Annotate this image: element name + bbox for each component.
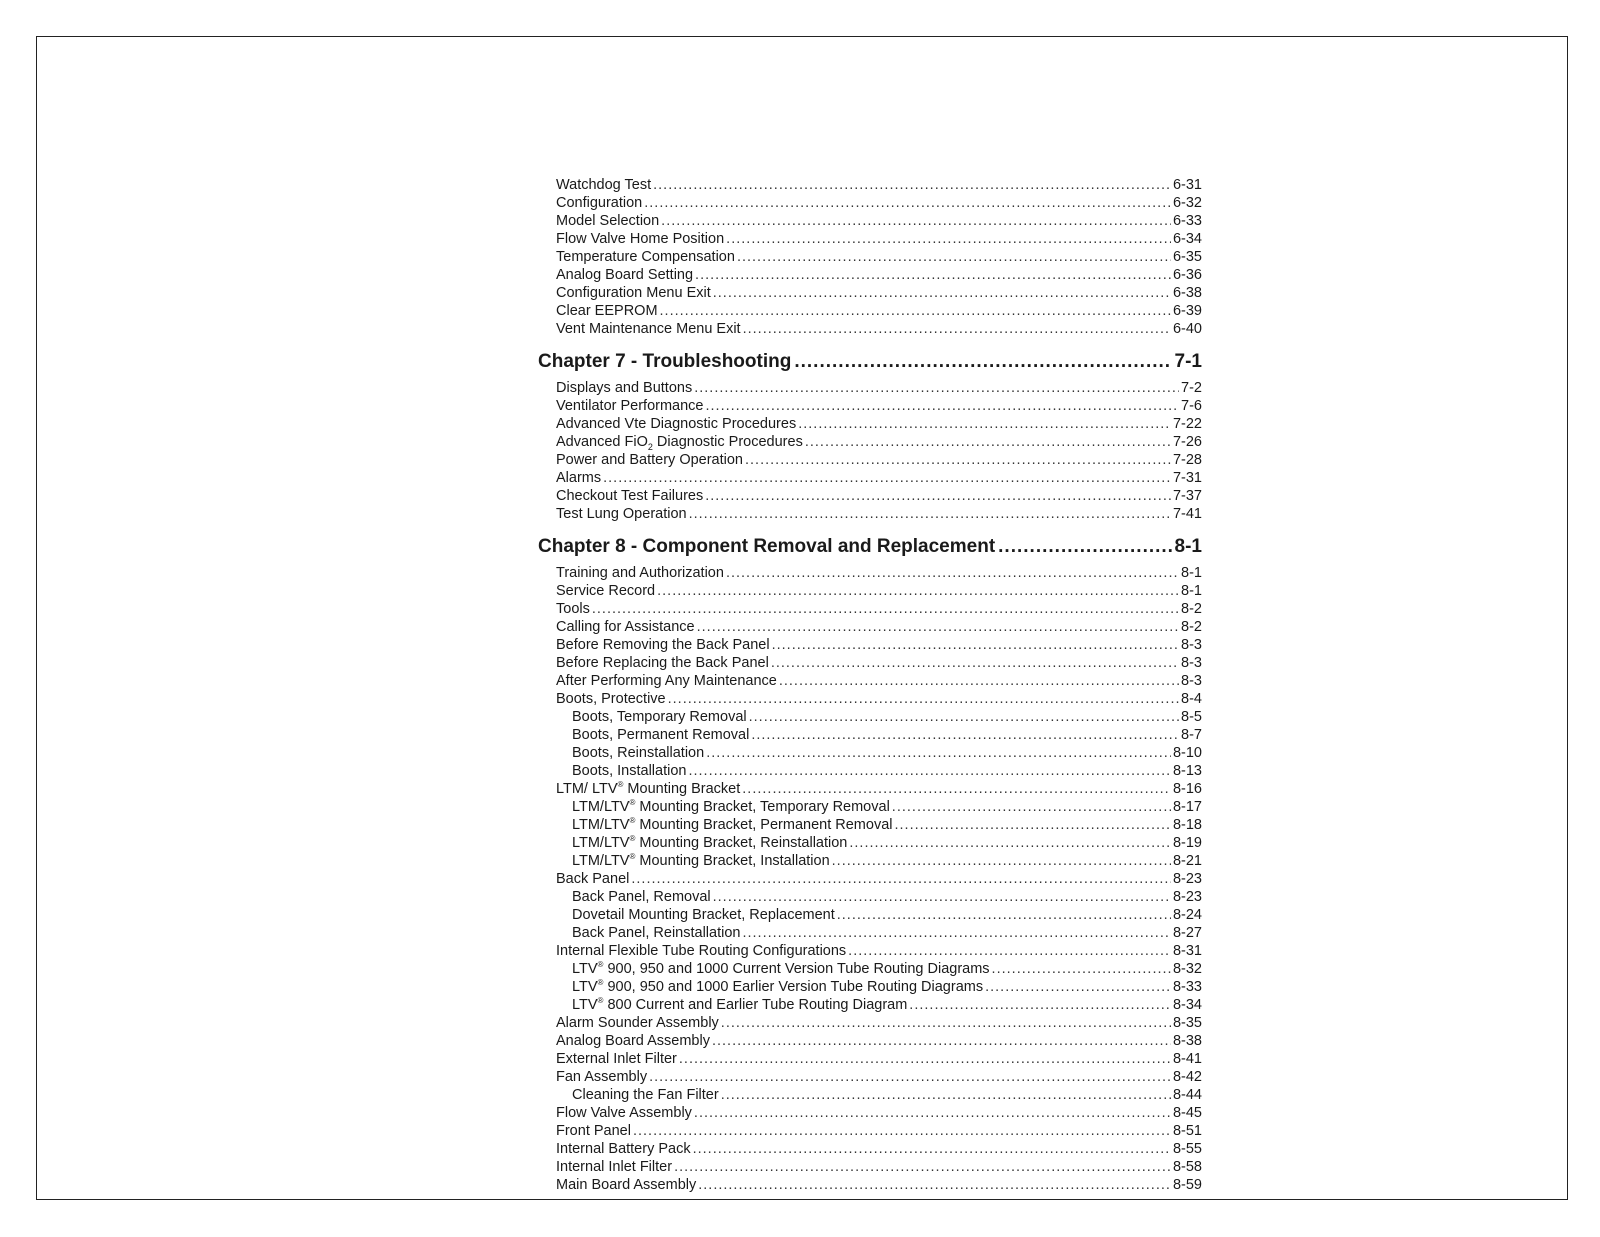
toc-entry-title: Clear EEPROM: [556, 303, 658, 319]
title-part: 900, 950 and 1000 Current Version Tube Routing Diagrams: [603, 961, 990, 977]
title-part: LTM/ LTV: [556, 781, 618, 797]
dot-leader: [689, 505, 1171, 523]
dot-leader: [985, 978, 1171, 996]
toc-entry-page: 6-36: [1172, 267, 1202, 283]
dot-leader: [649, 1068, 1171, 1086]
toc-entry-page: 8-42: [1172, 1069, 1202, 1085]
toc-entry[interactable]: [534, 618, 1202, 636]
dot-leader: [713, 888, 1171, 906]
dot-leader: [742, 780, 1171, 798]
toc-entry-page: 6-38: [1172, 285, 1202, 301]
toc-entry-page: 6-39: [1172, 303, 1202, 319]
toc-entry-title: Tools: [556, 601, 590, 617]
dot-leader: [661, 212, 1171, 230]
toc-entry-title: Test Lung Operation: [556, 506, 687, 522]
toc-entry-title: Front Panel: [556, 1123, 631, 1139]
dot-leader: [743, 320, 1171, 338]
toc-entry[interactable]: [534, 469, 1202, 487]
dot-leader: [737, 248, 1171, 266]
toc-entry-title: [556, 780, 740, 798]
title-part: 900, 950 and 1000 Earlier Version Tube Routing Diagrams: [603, 979, 984, 995]
toc-entry-page: 6-35: [1172, 249, 1202, 265]
dot-leader: [668, 690, 1179, 708]
chapter-heading[interactable]: [534, 350, 1202, 374]
chapter-page: 7-1: [1174, 351, 1202, 372]
toc-entry-page: 8-2: [1181, 601, 1202, 617]
dot-leader: [798, 415, 1171, 433]
toc-entry[interactable]: [534, 302, 1202, 320]
title-part: Mounting Bracket, Installation: [635, 853, 830, 869]
toc-entry[interactable]: [534, 636, 1202, 654]
dot-leader: [721, 1086, 1171, 1104]
toc-subentry[interactable]: [534, 924, 1202, 942]
toc-entry-title: Displays and Buttons: [556, 380, 693, 396]
dot-leader: [688, 762, 1171, 780]
dot-leader: [693, 1140, 1171, 1158]
toc-entry-title: [572, 852, 830, 870]
dot-leader: [805, 433, 1171, 451]
toc-entry[interactable]: [534, 1050, 1202, 1068]
toc-entry-page: 8-59: [1172, 1177, 1202, 1193]
toc-entry-page: 8-13: [1172, 763, 1202, 779]
toc-entry-page: 7-22: [1172, 416, 1202, 432]
toc-entry-page: 8-1: [1181, 583, 1202, 599]
toc-entry-page: 8-3: [1181, 655, 1202, 671]
toc-entry[interactable]: [534, 870, 1202, 888]
title-part: LTM/LTV: [572, 853, 630, 869]
toc-entry-title: Boots, Permanent Removal: [572, 727, 750, 743]
dot-leader: [992, 960, 1171, 978]
dot-leader: [751, 726, 1179, 744]
dot-leader: [705, 487, 1171, 505]
dot-leader: [832, 852, 1171, 870]
dot-leader: [633, 1122, 1171, 1140]
toc-entry[interactable]: [534, 690, 1202, 708]
toc-entry[interactable]: [534, 212, 1202, 230]
toc-entry-page: 8-4: [1181, 691, 1202, 707]
toc-entry-page: 6-34: [1172, 231, 1202, 247]
dot-leader: [644, 194, 1171, 212]
toc-entry[interactable]: [534, 1068, 1202, 1086]
toc-entry-title: [572, 960, 990, 978]
toc-subentry[interactable]: [534, 834, 1202, 852]
toc-entry-title: Internal Battery Pack: [556, 1141, 691, 1157]
toc-entry-page: 8-19: [1172, 835, 1202, 851]
subscript: 2: [647, 441, 653, 451]
dot-leader: [697, 618, 1179, 636]
dot-leader: [726, 230, 1171, 248]
toc-entry-page: 8-5: [1181, 709, 1202, 725]
toc-entry-page: 7-26: [1172, 434, 1202, 450]
dot-leader: [679, 1050, 1171, 1068]
title-part: LTV: [572, 979, 598, 995]
toc-entry-title: Configuration: [556, 195, 643, 211]
dot-leader: [726, 564, 1179, 582]
toc-entry-title: [572, 816, 892, 834]
toc-entry-title: [572, 798, 890, 816]
dot-leader: [794, 350, 1171, 374]
toc-subentry[interactable]: [534, 798, 1202, 816]
dot-leader: [712, 1032, 1171, 1050]
toc-entry-title: After Performing Any Maintenance: [556, 673, 777, 689]
toc-entry[interactable]: [534, 415, 1202, 433]
toc-entry-title: Main Board Assembly: [556, 1177, 697, 1193]
toc-entry-title: Temperature Compensation: [556, 249, 735, 265]
toc-entry-title: Boots, Temporary Removal: [572, 709, 747, 725]
toc-entry-title: Model Selection: [556, 213, 660, 229]
toc-entry-title: Ventilator Performance: [556, 398, 704, 414]
toc-entry[interactable]: [534, 654, 1202, 672]
toc-subentry[interactable]: [534, 726, 1202, 744]
title-part: LTV: [572, 961, 598, 977]
title-part: Advanced FiO: [556, 434, 648, 450]
toc-entry-page: 8-58: [1172, 1159, 1202, 1175]
toc-entry-page: 8-1: [1181, 565, 1202, 581]
dot-leader: [592, 600, 1179, 618]
dot-leader: [694, 1104, 1171, 1122]
chapter7-entries: [534, 379, 1202, 523]
toc-entry-page: 8-3: [1181, 673, 1202, 689]
toc-entry-title: Service Record: [556, 583, 656, 599]
toc-subentry[interactable]: [534, 978, 1202, 996]
dot-leader: [657, 582, 1179, 600]
chapter-title: Chapter 8 - Component Removal and Replacement: [538, 536, 996, 557]
toc-entry-title: Boots, Reinstallation: [572, 745, 705, 761]
toc-entry-page: 6-33: [1172, 213, 1202, 229]
title-part: Mounting Bracket, Temporary Removal: [635, 799, 890, 815]
toc-entry[interactable]: [534, 1140, 1202, 1158]
toc-entry[interactable]: [534, 194, 1202, 212]
dot-leader: [894, 816, 1170, 834]
registered-mark: ®: [597, 996, 604, 1005]
toc-entry-title: [556, 433, 803, 451]
toc-entry-page: 8-27: [1172, 925, 1202, 941]
toc-subentry[interactable]: [534, 1086, 1202, 1104]
dot-leader: [706, 744, 1171, 762]
toc-entry-title: Training and Authorization: [556, 565, 724, 581]
dot-leader: [742, 924, 1171, 942]
toc-subentry[interactable]: [534, 816, 1202, 834]
registered-mark: ®: [629, 798, 636, 807]
title-part: Mounting Bracket, Permanent Removal: [635, 817, 893, 833]
toc-entry-title: Before Removing the Back Panel: [556, 637, 770, 653]
dot-leader: [779, 672, 1179, 690]
toc-subentry[interactable]: [534, 852, 1202, 870]
toc-entry-page: 8-18: [1172, 817, 1202, 833]
toc-entry-title: Back Panel, Reinstallation: [572, 925, 741, 941]
toc-entry[interactable]: [534, 600, 1202, 618]
table-of-contents: [534, 176, 1202, 1194]
dot-leader: [745, 451, 1171, 469]
toc-entry-page: 8-34: [1172, 997, 1202, 1013]
toc-entry-title: Boots, Installation: [572, 763, 687, 779]
toc-entry-page: 8-24: [1172, 907, 1202, 923]
toc-entry-title: Watchdog Test: [556, 177, 652, 193]
toc-entry[interactable]: [534, 564, 1202, 582]
title-part: LTM/LTV: [572, 799, 630, 815]
chapter8-entries: [534, 564, 1202, 1194]
dot-leader: [892, 798, 1171, 816]
toc-subentry[interactable]: [534, 888, 1202, 906]
registered-mark: ®: [617, 780, 624, 789]
registered-mark: ®: [597, 978, 604, 987]
toc-entry-page: 8-38: [1172, 1033, 1202, 1049]
toc-entry[interactable]: [534, 672, 1202, 690]
dot-leader: [837, 906, 1171, 924]
toc-entry-page: 8-51: [1172, 1123, 1202, 1139]
dot-leader: [631, 870, 1171, 888]
toc-entry[interactable]: [534, 433, 1202, 451]
dot-leader: [713, 284, 1171, 302]
title-part: Diagnostic Procedures: [652, 434, 803, 450]
toc-entry[interactable]: [534, 176, 1202, 194]
toc-entry[interactable]: [534, 397, 1202, 415]
chapter-page: 8-1: [1174, 536, 1202, 557]
toc-entry-page: 8-3: [1181, 637, 1202, 653]
toc-entry[interactable]: [534, 505, 1202, 523]
toc-entry-page: 8-35: [1172, 1015, 1202, 1031]
dot-leader: [772, 636, 1179, 654]
title-part: Mounting Bracket, Reinstallation: [635, 835, 848, 851]
toc-entry-page: 8-10: [1172, 745, 1202, 761]
toc-entry-title: Advanced Vte Diagnostic Procedures: [556, 416, 797, 432]
toc-entry-title: Back Panel, Removal: [572, 889, 711, 905]
title-part: 800 Current and Earlier Tube Routing Diagram: [603, 997, 908, 1013]
toc-entry-title: Back Panel: [556, 871, 630, 887]
title-part: LTM/LTV: [572, 817, 630, 833]
toc-entry-page: 8-23: [1172, 871, 1202, 887]
toc-entry-title: Boots, Protective: [556, 691, 666, 707]
toc-entry-title: Before Replacing the Back Panel: [556, 655, 769, 671]
toc-entry-page: 8-31: [1172, 943, 1202, 959]
toc-entry-title: External Inlet Filter: [556, 1051, 677, 1067]
toc-subentry[interactable]: [534, 744, 1202, 762]
toc-entry-title: Alarm Sounder Assembly: [556, 1015, 719, 1031]
dot-leader: [771, 654, 1179, 672]
dot-leader: [698, 1176, 1171, 1194]
toc-entry-title: Cleaning the Fan Filter: [572, 1087, 719, 1103]
toc-entry-page: 8-17: [1172, 799, 1202, 815]
toc-subentry[interactable]: [534, 960, 1202, 978]
toc-entry[interactable]: [534, 379, 1202, 397]
toc-entry[interactable]: [534, 284, 1202, 302]
chapter-heading[interactable]: [534, 535, 1202, 559]
title-part: LTV: [572, 997, 598, 1013]
registered-mark: ®: [629, 816, 636, 825]
toc-entry-page: 6-40: [1172, 321, 1202, 337]
toc-entry-page: 8-44: [1172, 1087, 1202, 1103]
toc-entry-title: [572, 978, 983, 996]
toc-entry[interactable]: [534, 230, 1202, 248]
toc-entry-page: 7-28: [1172, 452, 1202, 468]
toc-entry-page: 8-33: [1172, 979, 1202, 995]
toc-entry[interactable]: [534, 1014, 1202, 1032]
dot-leader: [603, 469, 1171, 487]
registered-mark: ®: [597, 960, 604, 969]
toc-entry-title: Checkout Test Failures: [556, 488, 704, 504]
toc-entry[interactable]: [534, 1176, 1202, 1194]
title-part: Mounting Bracket: [623, 781, 741, 797]
toc-entry-title: Fan Assembly: [556, 1069, 648, 1085]
toc-entry-title: Flow Valve Assembly: [556, 1105, 692, 1121]
toc-entry-page: 8-23: [1172, 889, 1202, 905]
toc-entry-page: 7-6: [1181, 398, 1202, 414]
toc-entry-title: Calling for Assistance: [556, 619, 695, 635]
toc-entry-title: Analog Board Assembly: [556, 1033, 710, 1049]
dot-leader: [653, 176, 1171, 194]
dot-leader: [721, 1014, 1171, 1032]
toc-entry[interactable]: [534, 1122, 1202, 1140]
toc-entry-page: 7-31: [1172, 470, 1202, 486]
toc-entry-page: 8-32: [1172, 961, 1202, 977]
toc-entry[interactable]: [534, 266, 1202, 284]
toc-entry-title: [572, 834, 847, 852]
toc-entry-page: 7-41: [1172, 506, 1202, 522]
toc-entry-page: 8-21: [1172, 853, 1202, 869]
toc-entry-title: Vent Maintenance Menu Exit: [556, 321, 741, 337]
chapter-title: Chapter 7 - Troubleshooting: [538, 351, 792, 372]
dot-leader: [660, 302, 1171, 320]
registered-mark: ®: [629, 834, 636, 843]
toc-entry-title: [572, 996, 907, 1014]
toc-subentry[interactable]: [534, 762, 1202, 780]
toc-entry-page: 7-37: [1172, 488, 1202, 504]
toc-entry[interactable]: [534, 1032, 1202, 1050]
toc-entry[interactable]: [534, 320, 1202, 338]
toc-entry[interactable]: [534, 942, 1202, 960]
toc-entry-page: 8-45: [1172, 1105, 1202, 1121]
dot-leader: [849, 834, 1171, 852]
toc-entry[interactable]: [534, 780, 1202, 798]
toc-entry-page: 8-2: [1181, 619, 1202, 635]
section6-entries: [534, 176, 1202, 338]
toc-entry-title: Flow Valve Home Position: [556, 231, 725, 247]
toc-entry[interactable]: [534, 582, 1202, 600]
dot-leader: [848, 942, 1171, 960]
toc-entry-page: 6-31: [1172, 177, 1202, 193]
toc-entry-title: Dovetail Mounting Bracket, Replacement: [572, 907, 835, 923]
dot-leader: [749, 708, 1179, 726]
toc-entry[interactable]: [534, 248, 1202, 266]
toc-entry-page: 8-41: [1172, 1051, 1202, 1067]
toc-entry[interactable]: [534, 487, 1202, 505]
registered-mark: ®: [629, 852, 636, 861]
toc-entry-page: 8-16: [1172, 781, 1202, 797]
toc-entry[interactable]: [534, 1158, 1202, 1176]
toc-entry[interactable]: [534, 1104, 1202, 1122]
dot-leader: [706, 397, 1180, 415]
toc-entry-title: Analog Board Setting: [556, 267, 694, 283]
title-part: LTM/LTV: [572, 835, 630, 851]
toc-entry[interactable]: [534, 451, 1202, 469]
toc-entry-title: Internal Inlet Filter: [556, 1159, 673, 1175]
dot-leader: [695, 266, 1171, 284]
toc-entry-page: 7-2: [1181, 380, 1202, 396]
dot-leader: [674, 1158, 1171, 1176]
toc-entry-title: Power and Battery Operation: [556, 452, 743, 468]
toc-entry-page: 8-7: [1181, 727, 1202, 743]
toc-entry-title: Internal Flexible Tube Routing Configurations: [556, 943, 847, 959]
dot-leader: [998, 535, 1171, 559]
toc-subentry[interactable]: [534, 906, 1202, 924]
toc-subentry[interactable]: [534, 708, 1202, 726]
toc-entry-title: Configuration Menu Exit: [556, 285, 711, 301]
toc-entry-page: 8-55: [1172, 1141, 1202, 1157]
dot-leader: [694, 379, 1179, 397]
toc-entry-title: Alarms: [556, 470, 602, 486]
toc-subentry[interactable]: [534, 996, 1202, 1014]
toc-entry-page: 6-32: [1172, 195, 1202, 211]
dot-leader: [909, 996, 1171, 1014]
